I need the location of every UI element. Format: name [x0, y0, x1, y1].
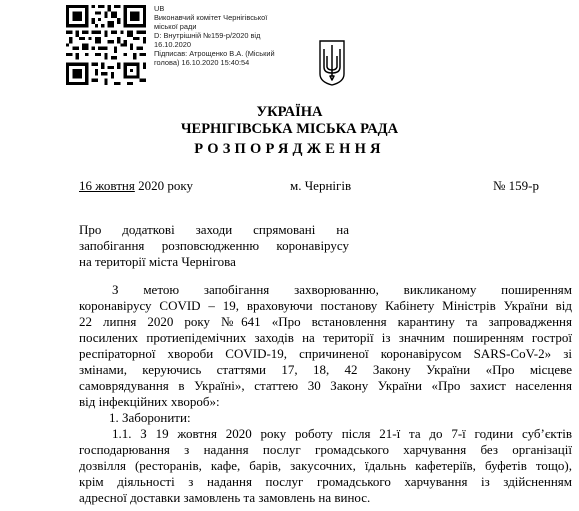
preamble-line: посилених протиепідемічних заходів на території із значним поширенням гострої [79, 330, 572, 345]
preamble-line: коронавірусу COVID – 19, враховуючи постанову Кабінету Міністрів України від [79, 298, 572, 313]
preamble-line: респіраторної хвороби COVID-19, спричиненої коронавірусом SARS-CoV-2» зі [79, 346, 572, 361]
preamble-line: самоврядування в Україні», статтею 30 Закону України «Про захист населення [79, 378, 572, 393]
coat-of-arms-icon [319, 40, 345, 86]
document-city: м. Чернігів [290, 178, 352, 193]
preamble-line: 22 липня 2020 року №641 «Про встановлення карантину та запровадження [79, 314, 572, 329]
subject-line: Про додаткові заходи спрямовані на [79, 222, 349, 237]
signature-stamp [154, 4, 324, 67]
stamp-line: 16.10.2020 [154, 40, 191, 49]
document-number: № 159-р [493, 178, 539, 193]
date-year: 2020 року [138, 178, 193, 193]
item-1-1-line: дозвілля (ресторанів, кафе, барів, закусочних, їдальнь кафетеріїв, буфетів тощо), [79, 458, 572, 473]
item-1-1-line: крім діяльності з надання послуг громадського харчування із здійсненням [79, 474, 572, 489]
document-date [79, 178, 193, 194]
document-body [79, 282, 572, 506]
stamp-line: D: Внутрішній №159-р/2020 від [154, 31, 261, 40]
item-1-1-line: адресної доставки замовлень та замовлень на винос. [79, 490, 371, 505]
subject-line: на території міста Чернігова [79, 254, 236, 269]
document-type-heading: РОЗПОРЯДЖЕННЯ [194, 141, 385, 157]
subject-line: запобігання розповсюдженню коронавірусу [79, 238, 349, 253]
stamp-line: UB [154, 4, 165, 13]
preamble-line: від інфекційних хвороб»: [79, 394, 220, 409]
council-heading: ЧЕРНІГІВСЬКА МІСЬКА РАДА [180, 121, 399, 137]
preamble-line: змінами, керуючись статтями 17, 18, 42 Закону України «Про місцеве [79, 362, 572, 377]
item-1: 1. Заборонити: [109, 410, 191, 425]
stamp-line: голова) 16.10.2020 15:40:54 [154, 58, 250, 67]
date-day-month: 16 жовтня [79, 178, 135, 193]
stamp-line: Підписав: Атрощенко В.А. (Міський [154, 49, 275, 58]
stamp-line: міської ради [154, 22, 197, 31]
stamp-line: Виконавчий комітет Чернігівської [154, 13, 268, 22]
preamble-line: З метою запобігання захворюванню, викликаному поширенням [112, 282, 572, 297]
qr-code-image [66, 5, 146, 85]
country-heading: УКРАЇНА [256, 104, 323, 120]
item-1-1-line: господарювання з надання послуг громадського харчування без організації [79, 442, 572, 457]
item-1-1-line: 1.1. З 19 жовтня 2020 року роботу після 21-ї та до 7-ї години суб’єктів [112, 426, 572, 441]
document-subject [79, 222, 349, 270]
